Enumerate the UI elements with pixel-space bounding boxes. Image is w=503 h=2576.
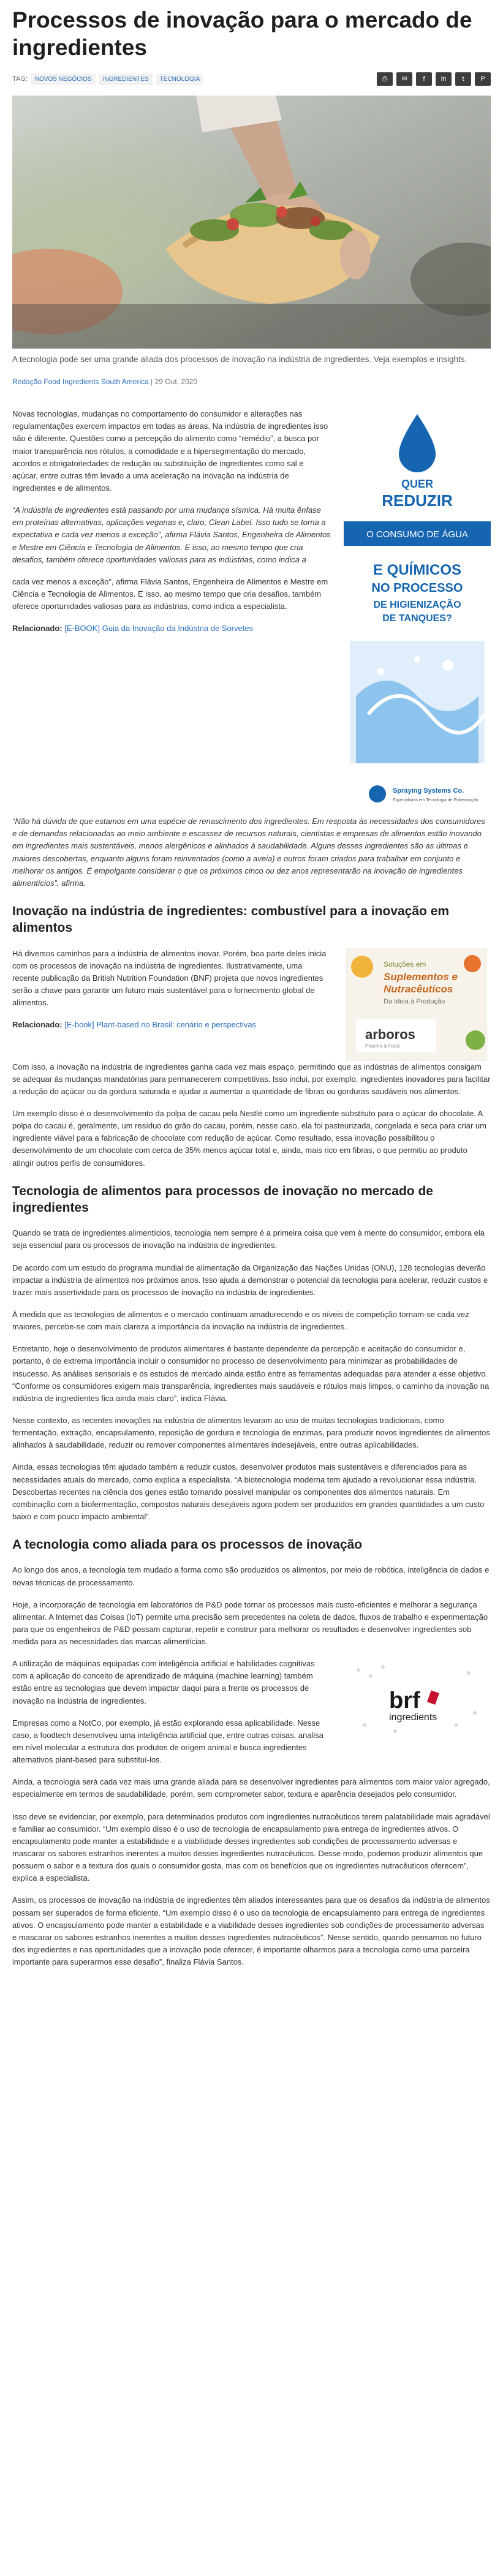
paragraph: À medida que as tecnologias de alimentos e o mercado continuam amadurecendo e os níveis de competição tornam-se cada vez maiores, percebe-se com mais clareza a importância da inovação na indústria de ingredientes. bbox=[12, 1309, 469, 1332]
paragraph: Nesse contexto, as recentes inovações na indústria de alimentos levaram ao uso de muitas tecnologias tradicionais, como fermentação, extração, encapsulamento, reposição de gordura e tecnologia de enzimas, para produzir novos ingredientes de alimentos alinhados à saudabilidade, reduzir ou remover componentes alimentares indesejáveis, entre outras aplicabilidades. bbox=[12, 1415, 490, 1450]
paragraph: Novas tecnologias, mudanças no comportamento do consumidor e alterações nas regulamentações exercem impactos em todas as áreas. Na indústria de ingredientes isso não é diferente. Questões como a percepção do alimento como “remédio”, a busca por maior transparência nos rótulos, a comodidade e a hipersegmentação do mercado, acordos e obrigatoriedades de redução ou substituição de ingredientes como sal e açúcar, entre outras têm levado a uma aceleração na inovação na indústria de ingredientes e de alimentos. bbox=[12, 409, 328, 493]
article-body bbox=[12, 815, 491, 1968]
ad-line3: E QUÍMICOS bbox=[373, 562, 462, 579]
brf-sub: ingredients bbox=[389, 1712, 437, 1723]
tag-tecnologia[interactable]: TECNOLOGIA bbox=[156, 74, 204, 86]
brf-ingredients-logo[interactable] bbox=[346, 1658, 487, 1743]
paragraph: Empresas como a NotCo, por exemplo, já estão explorando essa aplicabilidade. Nesse caso, a foodtech desenvolveu uma inteligência artificial que, entre outras coisas, analisa em nível molecular a estrutura dos produtos de origem animal e busca ingredientes alternativos plant-based para substituí-los. bbox=[12, 1718, 324, 1765]
hero-image bbox=[12, 96, 491, 349]
related-box bbox=[12, 622, 331, 635]
pinterest-icon[interactable]: P bbox=[475, 72, 491, 86]
image-caption: A tecnologia pode ser uma grande aliada dos processos de inovação na indústria de ingredientes. Veja exemplos e insights. bbox=[12, 355, 467, 364]
ad-line2: REDUZIR bbox=[382, 491, 453, 510]
ad-line6: DE TANQUES? bbox=[382, 613, 452, 624]
email-icon[interactable]: ✉ bbox=[396, 72, 412, 86]
brf-logo-area bbox=[346, 1658, 487, 1776]
intro-text bbox=[12, 408, 331, 815]
tag-row bbox=[12, 72, 491, 86]
paragraph: Quando se trata de ingredientes alimentícios, tecnologia nem sempre é a primeira coisa que vem à mente do consumidor, embora ela seja essencial para os processos de inovação na indústria de ingredientes. bbox=[12, 1228, 485, 1250]
byline-separator: | bbox=[151, 377, 153, 386]
arboros-ad-banner[interactable] bbox=[346, 948, 487, 1061]
tag-ingredientes[interactable]: INGREDIENTES bbox=[99, 74, 153, 86]
related-box bbox=[12, 1019, 331, 1031]
related-link[interactable]: [E-book] Plant-based no Brasil: cenário e perspectivas bbox=[64, 1020, 257, 1030]
section-heading: Inovação na indústria de ingredientes: combustível para a inovação em alimentos bbox=[12, 904, 450, 935]
section4-columns bbox=[12, 1658, 491, 1776]
ad-arboros-brand: arboros bbox=[365, 1026, 415, 1042]
paragraph: Ainda, essas tecnologias têm ajudado também a reduzir custos, desenvolver produtos mais sustentáveis e diferenciados para as necessidades atuais do mercado, como explica a especialista. “A biotecnologia moderna tem ajudado a revolucionar essa indústria. Descobertas recentes na ciência dos genes estão tornando possível manipular os componentes dos alimentos naturais. Em combinação com a biofermentação, compostos naturais desejáveis agora podem ser produzidos em grandes quantidades a um custo baixo e com pouco impacto ambiental”. bbox=[12, 1462, 485, 1521]
paragraph: Com isso, a inovação na indústria de ingredientes ganha cada vez mais espaço, permitindo que as indústrias de alimentos consigam se adequar às mudanças mandatórias para permanecerem competitivas. Isso inclui, por exemplo, ingredientes inovadores para facilitar a redução do açúcar ou da gordura saturada e ajudar a aumentar a quantidade de fibras ou gorduras saudáveis nos alimentos. bbox=[12, 1062, 491, 1096]
page-title: Processos de inovação para o mercado de ingredientes bbox=[12, 7, 472, 61]
related-link[interactable]: [E-BOOK] Guia da Inovação da Indústria de Sorvetes bbox=[64, 624, 254, 633]
taco-photo bbox=[12, 96, 491, 349]
section-heading: Tecnologia de alimentos para processos de inovação no mercado de ingredientes bbox=[12, 1184, 433, 1215]
linkedin-icon[interactable]: in bbox=[436, 72, 452, 86]
ad-line4: NO PROCESSO bbox=[371, 581, 463, 595]
facebook-icon[interactable]: f bbox=[416, 72, 432, 86]
quote-paragraph: “Não há dúvida de que estamos em uma espécie de renascimento dos ingredientes. Em resposta às necessidades dos consumidores e de demandas relacionadas ao meio ambiente e escassez de recursos naturais, cientistas e empresas de alimentos estão inovando em ingredientes mais sustentáveis, menos alergênicos e alinhados à saudabilidade. Alguns desses ingredientes são as últimas e maiores descobertas, enquanto alguns foram reinventados (como a aveia) e outros foram criados para trabalhar em conjunto e melhorar os antigos. É empolgante considerar o que os próximos cinco ou dez anos representarão na inovação de ingredientes alimentícios”, afirma. bbox=[12, 817, 485, 888]
related-label: Relacionado: bbox=[12, 624, 62, 633]
ad-arboros-line1: Soluções em bbox=[384, 959, 426, 969]
ad-brand: Spraying Systems Co. bbox=[393, 787, 464, 795]
paragraph: Hoje, a incorporação de tecnologia em laboratórios de P&D pode tornar os processos mais custo-eficientes e melhorar a segurança alimentar. A Internet das Coisas (IoT) permite uma precisão sem precedentes na coleta de dados, fluxos de trabalho e experimentação para que os engenheiros de P&D possam capturar, repetir e construir para melhorar os resultados e desenvolver ingredientes sob medida para as necessidades das marcas alimentícias. bbox=[12, 1600, 488, 1647]
paragraph: Assim, os processos de inovação na indústria de ingredientes têm aliados interessantes para que os desafios da indústria de alimentos possam ser superados de forma eficiente. “Um exemplo disso é o uso da tecnologia de encapsulamento para entrega de ingredientes ativos. O encapsulamento pode manter a estabilidade e a viabilidade desses ingredientes sob condições de processamento adversas e mascarar os sabores estranhos inerentes a muitos desses ingredientes nutracêuticos”. Nesse sentido, quando pensamos no futuro dos ingredientes e nas oportunidades que a inovação pode oferecer, é importante olharmos para a tecnologia como uma parceira importante para superarmos esse desafio”, finaliza Flávia Santos. bbox=[12, 1895, 490, 1967]
ad-brand-sub: Especialistas em Tecnologia de Pulverização bbox=[393, 798, 478, 803]
byline bbox=[12, 376, 491, 388]
section2-text bbox=[12, 948, 331, 1061]
paragraph: Entretanto, hoje o desenvolvimento de produtos alimentares é bastante dependente da percepção e aceitação do consumidor e, portanto, é de extrema importância incluir o consumidor no processo de desenvolvimento para minimizar as probabilidades de insucesso. As análises sensoriais e os estudos de mercado ainda estão entre as ferramentas adequadas para atender a esse objetivo. “Conforme os consumidores exigem mais transparência, ingredientes mais saudáveis e rótulos mais limpos, o caminho da inovação na indústria de ingredientes fica ainda mais claro”, indica Flávia. bbox=[12, 1344, 490, 1403]
ad-line1: QUER bbox=[401, 478, 434, 491]
paragraph: Isso deve se evidenciar, por exemplo, para determinados produtos com ingredientes nutracêuticos terem palatabilidade mais agradável e familiar ao consumidor. “Um exemplo disso é o uso de tecnologia de encapsulamento para entrega de ingredientes ativos. O encapsulamento pode manter a estabilidade e a viabilidade desses ingredientes sob condições de processamento adversas e mascarar os sabores estranhos inerentes a muitos desses ingredientes nutracêuticos. Desse modo, podemos produzir alimentos que possuem o sabor e a textura dos quais o consumidor gosta, mas com os benefícios que os ingredientes nutracêuticos oferecem”, explica a especialista. bbox=[12, 1811, 490, 1883]
paragraph: Há diversos caminhos para a indústria de alimentos inovar. Porém, boa parte deles inicia com os processos de inovação na indústria de ingredientes. Ilustrativamente, uma recente publicação da British Nutrition Foundation (BNF) projeta que novos ingredientes serão a chave para garantir um futuro mais sustentável para o fornecimento global de alimentos. bbox=[12, 948, 327, 1008]
share-buttons bbox=[377, 72, 491, 86]
publish-date: 29 Out, 2020 bbox=[154, 377, 198, 386]
author-link[interactable]: Redação Food Ingredients South America bbox=[12, 377, 149, 386]
ad-arboros-sub: Pharma & Food bbox=[365, 1043, 400, 1049]
brf-logo-art bbox=[346, 1658, 487, 1743]
paragraph: cada vez menos a exceção”, afirma Flávia Santos, Engenheira de Alimentos e Mestre em Ciência e Tecnologia de Alimentos. E isso, ao mesmo tempo que cria desafios, também oferece oportunidades valiosas para as indústrias, como indica a especialista. bbox=[12, 576, 328, 611]
tag-label: TAG: bbox=[12, 75, 28, 83]
related-label: Relacionado: bbox=[12, 1020, 62, 1030]
ad-arboros-line4: Da Ideia à Produção bbox=[384, 997, 445, 1005]
section2-columns bbox=[12, 948, 491, 1061]
water-ad-banner[interactable] bbox=[344, 408, 491, 815]
paragraph: De acordo com um estudo do programa mundial de alimentação da Organização das Nações Unidas (ONU), 128 tecnologias deverão impactar a indústria de alimentos nos próximos anos. Isso ajuda a demonstrar o potencial da tecnologia para acelerar, reduzir custos e trazer mais assertividade para os processos de inovação na indústria de ingredientes. bbox=[12, 1263, 488, 1297]
tag-list bbox=[12, 74, 203, 86]
section4-text bbox=[12, 1658, 331, 1776]
paragraph: Um exemplo disso é o desenvolvimento da polpa de cacau pela Nestlé como um ingrediente substituto para o açúcar do chocolate. A polpa do cacau é, geralmente, um resíduo do grão do cacau, porém, nesse caso, ela foi pasteurizada, congelada e seca para criar um ingrediente viável para a fabricação de chocolate com redução de açúcar. Como resultado, essa inovação possibilitou o desenvolvimento de um chocolate com cerca de 35% menos açúcar total e, ainda, mais rico em fibras, o que permitiu ao produto atingir outros perfis de consumidores. bbox=[12, 1108, 486, 1168]
ad-arboros-line2: Suplementos e bbox=[384, 970, 458, 983]
sidebar-ad-2 bbox=[346, 948, 487, 1061]
quote-paragraph: “A indústria de ingredientes está passando por uma mudança sísmica. Há muita ênfase em proteínas alternativas, aplicações veganas e, claro, Clean Label. Isso tudo se torna a expectativa e cada vez menos a exceção”, afirma Flávia Santos, Engenheira de Alimentos e Mestre em Ciência e Tecnologia de Alimentos. E isso, ao mesmo tempo que cria desafios, também oferece oportunidades valiosas para as indústrias, como indica a bbox=[12, 505, 331, 564]
water-ad-art bbox=[344, 408, 491, 815]
paragraph: Ao longo dos anos, a tecnologia tem mudado a forma como são produzidos os alimentos, por meio de robótica, inteligência de dados e novas técnicas de processamento. bbox=[12, 1565, 490, 1587]
ad-line5: DE HIGIENIZAÇÃO bbox=[373, 600, 461, 611]
ad-band: O CONSUMO DE ÁGUA bbox=[366, 529, 468, 540]
sidebar bbox=[344, 408, 491, 815]
arboros-ad-art bbox=[347, 948, 487, 1061]
tag-novos-negocios[interactable]: NOVOS NEGÓCIOS bbox=[31, 74, 96, 86]
section-heading: A tecnologia como aliada para os processos de inovação bbox=[12, 1538, 363, 1552]
twitter-icon[interactable]: t bbox=[455, 72, 471, 86]
ad-arboros-line3: Nutracêuticos bbox=[384, 983, 453, 995]
intro-columns bbox=[12, 408, 491, 815]
brf-brand: brf bbox=[389, 1688, 420, 1714]
print-icon[interactable]: ⎙ bbox=[377, 72, 393, 86]
paragraph: Ainda, a tecnologia será cada vez mais uma grande aliada para se desenvolver ingredientes para alimentos com maior valor agregado, especialmente em termos de saudabilidade, porém, sem comprometer sabor, textura e aparência desejados pelo consumidor. bbox=[12, 1777, 490, 1799]
paragraph: A utilização de máquinas equipadas com inteligência artificial e habilidades cognitivas com a aplicação do conceito de aprendizado de máquina (machine learning) também estão entre as tecnologias que devem impactar daqui para a frente os processos de inovação na indústria de ingredientes. bbox=[12, 1659, 315, 1705]
